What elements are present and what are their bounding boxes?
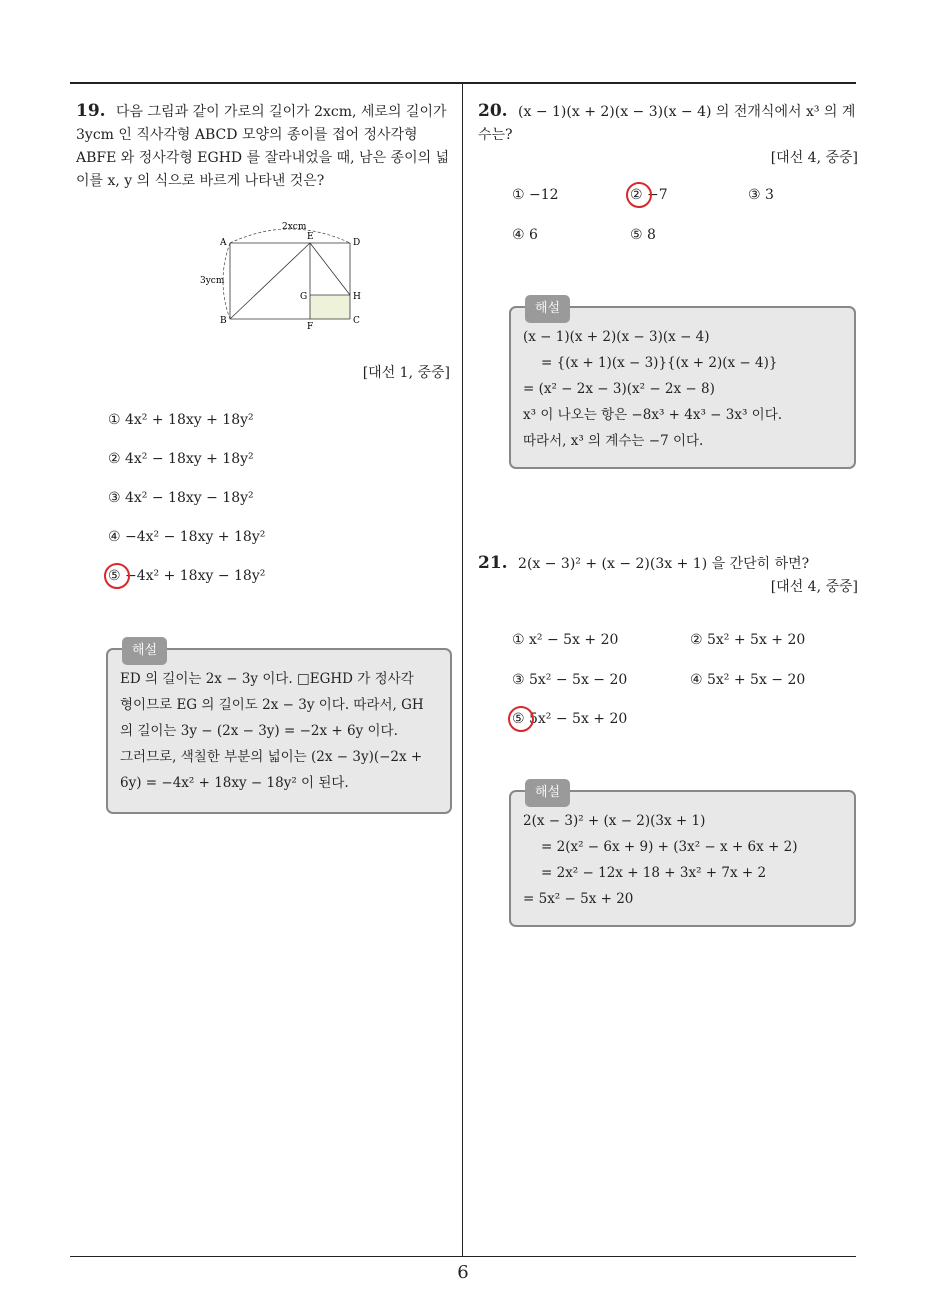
question-text: (x − 1)(x + 2)(x − 3)(x − 4) 의 전개식에서 x³ 의 계수는?: [478, 104, 856, 143]
point-d: D: [353, 238, 361, 248]
solution-line: 의 길이는 3y − (2x − 3y) = −2x + 6y 이다.: [120, 723, 398, 739]
point-c: C: [353, 316, 360, 326]
solution-21: [509, 785, 856, 927]
question-20-header: [478, 100, 858, 147]
question-20: [478, 100, 858, 167]
solution-line: = (x² − 2x − 3)(x² − 2x − 8): [523, 381, 715, 397]
solution-line: (x − 1)(x + 2)(x − 3)(x − 4): [523, 329, 710, 345]
question-number: 20.: [478, 101, 508, 121]
point-e: E: [307, 232, 314, 242]
choice-19-5[interactable]: ⑤ −4x² + 18xy − 18y²: [108, 568, 266, 584]
question-21-tag: [대선 4, 중중]: [770, 579, 858, 595]
question-21-header: [478, 552, 858, 576]
solution-line: = 5x² − 5x + 20: [523, 891, 634, 907]
answer-mark-icon: [626, 182, 652, 208]
solution-line: 형이므로 EG 의 길이도 2x − 3y 이다. 따라서, GH: [120, 697, 424, 713]
solution-line: 2(x − 3)² + (x − 2)(3x + 1): [523, 813, 706, 829]
question-19-tag: [대선 1, 중중]: [362, 365, 450, 381]
choice-20-3[interactable]: ③ 3: [748, 187, 774, 203]
question-19-header: [76, 100, 456, 193]
point-h: H: [353, 292, 361, 302]
choice-21-4[interactable]: ④ 5x² + 5x − 20: [690, 672, 806, 688]
question-text: 다음 그림과 같이 가로의 길이가 2xcm, 세로의 길이가 3ycm 인 직사각형 ABCD 모양의 종이를 접어 정사각형 ABFE 와 정사각형 EGHD 를 잘라내었을 때, 남은 종이의 넓이를 x, y 의 식으로 바르게 나타낸 것은?: [76, 104, 450, 189]
solution-line: = {(x + 1)(x − 3)}{(x + 2)(x − 4)}: [541, 355, 778, 371]
solution-line: = 2x² − 12x + 18 + 3x² + 7x + 2: [541, 865, 767, 881]
solution-line: 따라서, x³ 의 계수는 −7 이다.: [523, 433, 704, 449]
choice-19-1[interactable]: ① 4x² + 18xy + 18y²: [108, 412, 254, 428]
point-a: A: [220, 238, 227, 248]
solution-label: 해설: [525, 295, 570, 323]
question-21: [478, 552, 858, 596]
question-20-tag: [대선 4, 중중]: [770, 150, 858, 166]
choice-21-5[interactable]: ⑤ 5x² − 5x + 20: [512, 711, 628, 727]
solution-line: = 2(x² − 6x + 9) + (3x² − x + 6x + 2): [541, 839, 798, 855]
question-number: 21.: [478, 553, 508, 573]
point-b: B: [220, 316, 227, 326]
point-g: G: [300, 292, 308, 302]
solution-label: 해설: [525, 779, 570, 807]
diagonal-be: [230, 243, 310, 319]
solution-line: ED 의 길이는 2x − 3y 이다. □EGHD 가 정사각: [120, 671, 414, 687]
diagonal-eh: [310, 243, 350, 295]
rectangle-figure: [190, 215, 370, 335]
label-side-length: 3ycm: [200, 276, 225, 286]
column-divider: [462, 84, 463, 1256]
solution-line: 6y) = −4x² + 18xy − 18y² 이 된다.: [120, 775, 349, 791]
choice-19-2[interactable]: ② 4x² − 18xy + 18y²: [108, 451, 254, 467]
page-number: 6: [457, 1262, 469, 1283]
top-rule: [70, 82, 856, 84]
shaded-region: [310, 295, 350, 319]
question-19: [76, 100, 456, 193]
choice-20-5[interactable]: ⑤ 8: [630, 227, 656, 243]
choice-19-3[interactable]: ③ 4x² − 18xy − 18y²: [108, 490, 254, 506]
point-f: F: [307, 322, 314, 332]
solution-20: [509, 301, 856, 469]
question-text: 2(x − 3)² + (x − 2)(3x + 1) 을 간단히 하면?: [518, 556, 810, 572]
question-number: 19.: [76, 101, 106, 121]
choice-21-3[interactable]: ③ 5x² − 5x − 20: [512, 672, 628, 688]
bottom-rule: [70, 1256, 856, 1257]
solution-line: x³ 이 나오는 항은 −8x³ + 4x³ − 3x³ 이다.: [523, 407, 783, 423]
answer-mark-icon: [508, 706, 534, 732]
label-top-length: 2xcm: [282, 222, 307, 232]
solution-19: [106, 643, 452, 814]
choice-21-2[interactable]: ② 5x² + 5x + 20: [690, 632, 806, 648]
choice-19-4[interactable]: ④ −4x² − 18xy + 18y²: [108, 529, 266, 545]
choice-20-2[interactable]: ② −7: [630, 187, 668, 203]
choice-20-1[interactable]: ① −12: [512, 187, 559, 203]
solution-label: 해설: [122, 637, 167, 665]
choice-20-4[interactable]: ④ 6: [512, 227, 538, 243]
choice-21-1[interactable]: ① x² − 5x + 20: [512, 632, 619, 648]
answer-mark-icon: [104, 563, 130, 589]
solution-line: 그러므로, 색칠한 부분의 넓이는 (2x − 3y)(−2x +: [120, 749, 423, 765]
